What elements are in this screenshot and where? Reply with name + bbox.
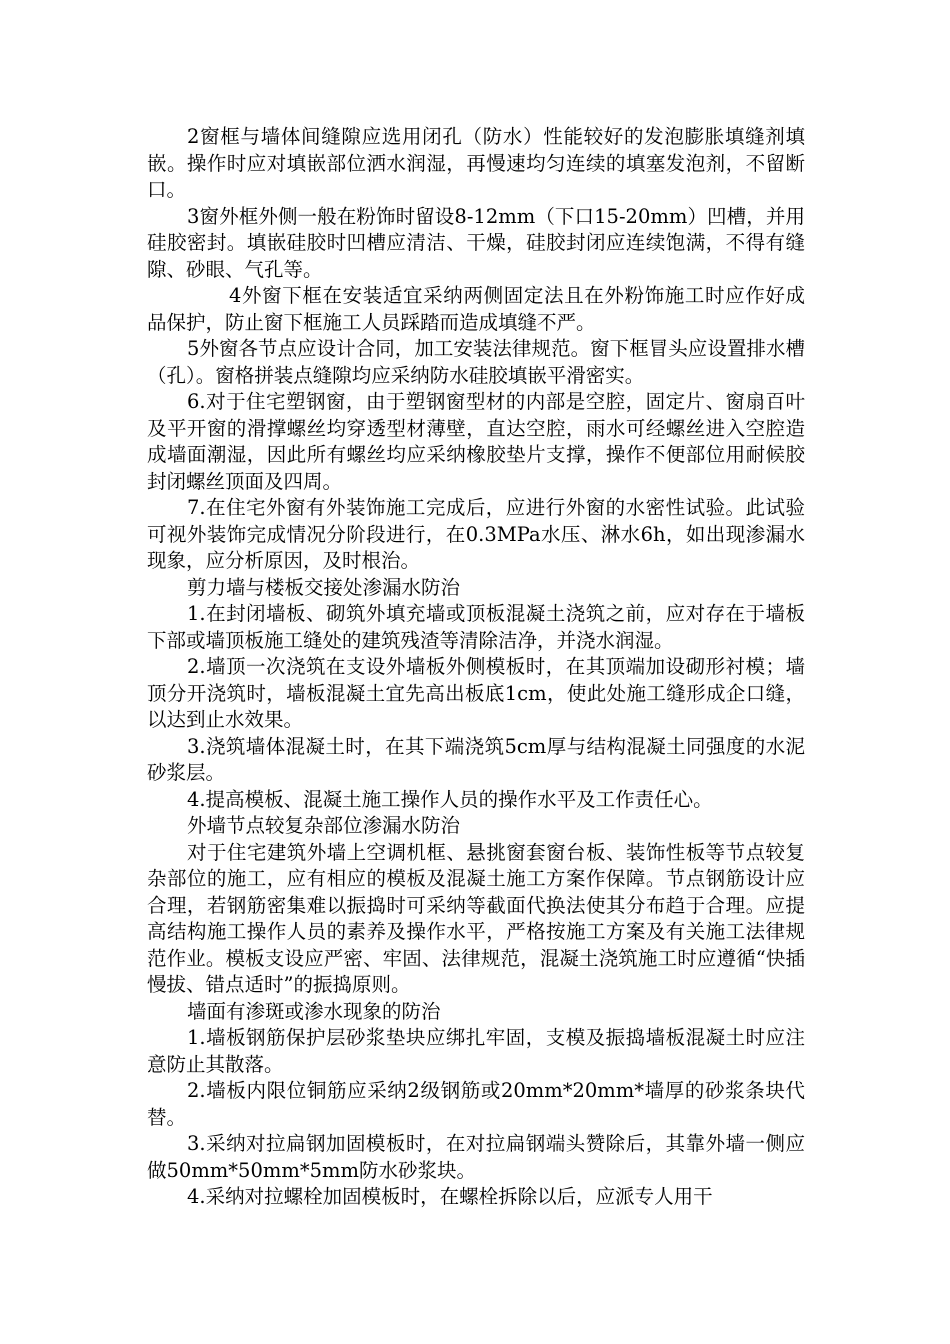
document-body [147,124,805,1211]
paragraph-wall-seepage-3: 3.采纳对拉扁钢加固模板时，在对拉扁钢端头赞除后，其靠外墙一侧应做50mm*50mm*5mm防水砂浆块。 [147,1132,805,1182]
paragraph-lower-frame-protection: 4外窗下框在安装适宜采纳两侧固定法且在外粉饰施工时应作好成品保护，防止窗下框施工人员踩踏而造成填缝不严。 [147,284,805,334]
section-heading-wall-seepage: 墙面有渗斑或渗水现象的防治 [187,999,441,1023]
section-heading-complex-nodes: 外墙节点较复杂部位渗漏水防治 [187,814,461,837]
paragraph-wall-seepage-4: 4.采纳对拉螺栓加固模板时，在螺栓拆除以后，应派专人用干 [187,1185,713,1208]
paragraph-outer-frame-groove: 3窗外框外侧一般在粉饰时留设8-12mm（下口15-20mm）凹槽，并用硅胶密封。填嵌硅胶时凹槽应清洁、干燥，硅胶封闭应连续饱满，不得有缝隙、砂眼、气孔等。 [147,204,805,281]
paragraph-shear-wall-3: 3.浇筑墙体混凝土时，在其下端浇筑5cm厚与结构混凝土同强度的水泥砂浆层。 [147,734,805,784]
paragraph-node-design: 5外窗各节点应设计合同，加工安装法律规范。窗下框冒头应设置排水槽（孔）。窗格拼装点缝隙均应采纳防水硅胶填嵌平滑密实。 [147,337,805,387]
paragraph-shear-wall-4: 4.提高模板、混凝土施工操作人员的操作水平及工作责任心。 [187,787,713,811]
paragraph-wall-seepage-2: 2.墙板内限位铜筋应采纳2级钢筋或20mm*20mm*墙厚的砂浆条块代替。 [147,1079,805,1129]
paragraph-window-gap-foam: 2窗框与墙体间缝隙应选用闭孔（防水）性能较好的发泡膨胀填缝剂填嵌。操作时应对填嵌部位洒水润湿，再慢速均匀连续的填塞发泡剂，不留断口。 [147,125,805,201]
paragraph-watertightness-test: 7.在住宅外窗有外装饰施工完成后，应进行外窗的水密性试验。此试验可视外装饰完成情况分阶段进行，在0.3MPa水压、淋水6h，如出现渗漏水现象，应分析原因，及时根治。 [147,496,805,572]
paragraph-plastic-steel-window: 6.对于住宅塑钢窗，由于塑钢窗型材的内部是空腔，固定片、窗扇百叶及平开窗的滑撑螺丝均穿透型材薄壁，直达空腔，雨水可经螺丝进入空腔造成墙面潮湿，因此所有螺丝均应采纳橡胶垫片支撑，操作不便部位用耐候胶封闭螺丝顶面及四周。 [147,390,805,493]
section-heading-shear-wall: 剪力墙与楼板交接处渗漏水防治 [187,575,461,599]
paragraph-shear-wall-2: 2.墙顶一次浇筑在支设外墙板外侧模板时，在其顶端加设砌形衬模；墙顶分开浇筑时，墙板混凝土宜先高出板底1cm，使此处施工缝形成企口缝，以达到止水效果。 [147,655,805,731]
paragraph-complex-nodes: 对于住宅建筑外墙上空调机框、悬挑窗套窗台板、装饰性板等节点较复杂部位的施工，应有相应的模板及混凝土施工方案作保障。节点钢筋设计应合理，若钢筋密集难以振捣时可采纳等截面代换法使其分布趋于合理。应提高结构施工操作人员的素养及操作水平，严格按施工方案及有关施工法律规范作业。模板支设应严密、牢固、法律规范，混凝土浇筑施工时应遵循“快插慢拔、错点适时”的振捣原则。 [147,840,805,996]
paragraph-wall-seepage-1: 1.墙板钢筋保护层砂浆垫块应绑扎牢固，支模及振捣墙板混凝土时应注意防止其散落。 [147,1026,805,1076]
paragraph-shear-wall-1: 1.在封闭墙板、砌筑外填充墙或顶板混凝土浇筑之前，应对存在于墙板下部或墙顶板施工缝处的建筑残渣等清除洁净，并浇水润湿。 [147,602,805,652]
